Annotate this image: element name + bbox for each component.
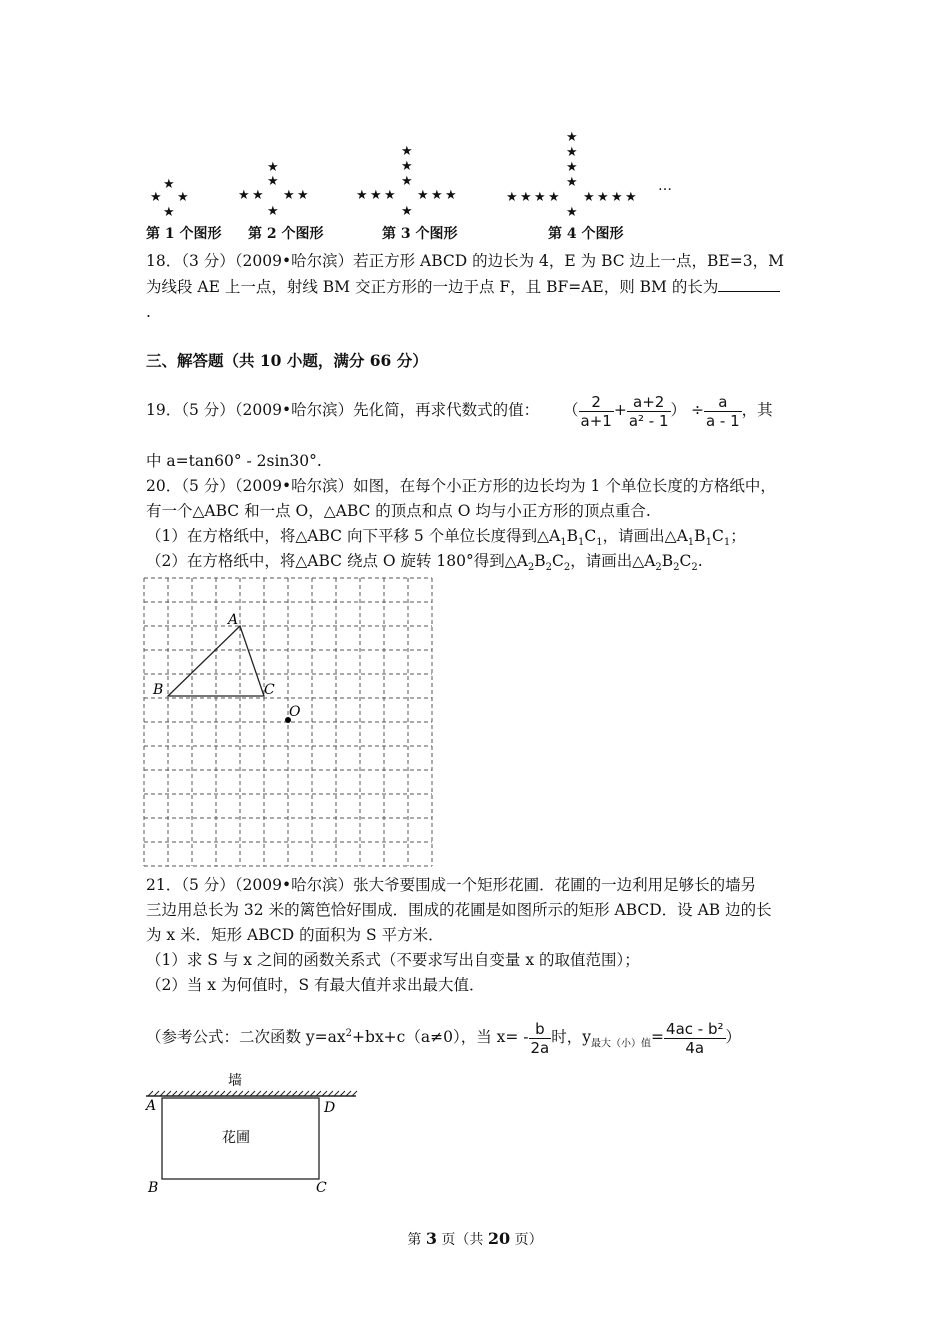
text: B	[566, 527, 579, 545]
garden-label: 花圃	[222, 1130, 250, 1146]
star-icon: ★	[238, 188, 250, 203]
q20-line-1: 20．（5 分）（2009•哈尔滨）如图，在每个小正方形的边长均为 1 个单位长度的方格纸中，	[146, 477, 776, 495]
q20-line-2: 有一个△ABC 和一点 O，△ABC 的顶点和点 O 均与小正方形的顶点重合.	[146, 502, 651, 520]
star-icon: ★	[566, 130, 578, 145]
fraction-denominator: a² - 1	[628, 411, 669, 430]
star-icon: ★	[431, 188, 443, 203]
text: .	[697, 552, 703, 570]
q21-formula	[146, 1010, 741, 1058]
star-icon: ★	[401, 174, 413, 189]
text: ）	[725, 1028, 742, 1047]
fraction-denominator: a+1	[580, 411, 612, 430]
figure-label-2: 第 2 个图形	[248, 226, 324, 242]
text: （1）在方格纸中，将△ABC 向下平移 5 个单位长度得到△A	[146, 527, 561, 545]
q18-line-1: 18．（3 分）（2009•哈尔滨）若正方形 ABCD 的边长为 4，E 为 BC 边上一点，BE=3，M	[146, 252, 784, 270]
figure-label-4: 第 4 个图形	[548, 226, 624, 242]
star-icon: ★	[566, 145, 578, 160]
subscript: 1	[596, 537, 603, 549]
subscript: 1	[705, 537, 712, 549]
q18-line-2	[146, 277, 780, 297]
fraction-denominator: a - 1	[705, 411, 740, 430]
wall-label: 墙	[228, 1073, 242, 1089]
star-icon: ★	[583, 190, 595, 205]
q18-line-3: .	[146, 303, 151, 321]
star-icon: ★	[384, 188, 396, 203]
text: B	[534, 552, 546, 570]
subscript: 1	[723, 537, 731, 549]
fraction-numerator: b	[529, 1020, 552, 1039]
text: （参考公式：二次函数 y=ax	[146, 1028, 346, 1047]
subscript: 2	[563, 562, 571, 574]
label-b: B	[148, 1180, 159, 1196]
q21-line-1: 21．（5 分）（2009•哈尔滨）张大爷要围成一个矩形花圃．花圃的一边利用足够长的墙另	[146, 876, 757, 894]
text: B	[661, 552, 674, 570]
fraction-numerator: 4ac - b²	[666, 1019, 724, 1038]
q19-line-2: 中 a=tan60° - 2sin30°.	[146, 452, 322, 470]
subscript: 1	[560, 537, 567, 549]
star-icon: ★	[597, 190, 609, 205]
text: C	[584, 527, 597, 545]
subscript: 2	[691, 562, 698, 574]
star-icon: ★	[177, 190, 189, 205]
q20-line-3	[146, 526, 746, 553]
star-icon: ★	[163, 205, 175, 220]
star-icon: ★	[401, 204, 413, 219]
q19-fraction-3	[704, 393, 742, 430]
superscript: 2	[345, 1028, 353, 1039]
grid-figure	[140, 574, 440, 870]
label-o: O	[289, 704, 301, 720]
star-icon: ★	[267, 204, 279, 219]
q19-prefix: 19．（5 分）（2009•哈尔滨）先化简，再求代数式的值：	[146, 401, 540, 419]
star-icon: ★	[356, 188, 368, 203]
footer-text: 第	[407, 1232, 426, 1248]
q21-line-2: 三边用总长为 32 米的篱笆恰好围成．围成的花圃是如图所示的矩形 ABCD．设 AB 边的长	[146, 901, 772, 919]
subscript: 1	[578, 537, 585, 549]
star-icon: ★	[401, 144, 413, 159]
subscript: 2	[673, 562, 680, 574]
text: C	[711, 527, 724, 545]
q21-line-5: （2）当 x 为何值时，S 有最大值并求出最大值．	[146, 976, 485, 994]
label-c: C	[316, 1180, 327, 1196]
star-icon: ★	[150, 190, 162, 205]
subscript: 2	[527, 562, 535, 574]
answer-blank	[718, 277, 780, 292]
label-d: D	[324, 1100, 336, 1116]
fraction-numerator: a	[704, 393, 742, 412]
star-icon: ★	[566, 160, 578, 175]
label-b: B	[153, 682, 164, 698]
q19-fraction-1	[579, 393, 614, 430]
q21-line-3: 为 x 米．矩形 ABCD 的面积为 S 平方米．	[146, 926, 444, 944]
subscript: 2	[655, 562, 662, 574]
plus-sign: +	[613, 401, 627, 419]
fraction-numerator: a+2	[627, 393, 671, 412]
text: 时，y	[551, 1028, 592, 1047]
text: C	[679, 552, 692, 570]
star-icon: ★	[370, 188, 382, 203]
star-icon: ★	[625, 190, 637, 205]
text: （2）在方格纸中，将△ABC 绕点 O 旋转 180°得到△A	[146, 552, 528, 570]
division-sign: ÷	[690, 401, 704, 419]
star-icon: ★	[417, 188, 429, 203]
star-icon: ★	[283, 188, 295, 203]
star-icon: ★	[445, 188, 457, 203]
q19-fraction-2	[627, 393, 671, 430]
footer-text: 页）	[510, 1232, 543, 1248]
formula-fraction-y	[664, 1020, 725, 1057]
formula-fraction-b	[529, 1020, 552, 1057]
garden-diagram	[140, 1065, 370, 1200]
text: C	[552, 552, 564, 570]
star-icon: ★	[534, 190, 546, 205]
text: ；	[730, 527, 746, 545]
fraction-numerator: 2	[579, 393, 614, 412]
footer-text: 页（共	[436, 1232, 488, 1248]
text: ，请画出△A	[570, 552, 656, 570]
label-c: C	[264, 682, 275, 698]
label-a: A	[228, 612, 239, 628]
star-icon: ★	[566, 205, 578, 220]
star-icon: ★	[267, 174, 279, 189]
star-icon: ★	[401, 159, 413, 174]
text: +bx+c（a≠0），当 x= -	[352, 1028, 529, 1047]
star-icon: ★	[548, 190, 560, 205]
q19-open-paren: （	[562, 401, 579, 419]
star-icon: ★	[506, 190, 518, 205]
star-icon: ★	[611, 190, 623, 205]
q19-close-paren: ）	[670, 401, 687, 419]
label-a: A	[146, 1098, 157, 1114]
ellipsis: …	[658, 178, 672, 194]
figure-label-1: 第 1 个图形	[146, 226, 222, 242]
fraction-denominator: 4a	[685, 1038, 705, 1057]
text: =	[651, 1028, 665, 1047]
q18-line-2-text: 为线段 AE 上一点，射线 BM 交正方形的一边于点 F，且 BF=AE，则 BM 的长为	[146, 278, 719, 296]
page-footer	[0, 1229, 950, 1249]
q19-line-1	[146, 386, 773, 434]
star-icon: ★	[520, 190, 532, 205]
q21-line-4: （1）求 S 与 x 之间的函数关系式（不要求写出自变量 x 的取值范围）；	[146, 951, 640, 969]
figure-label-3: 第 3 个图形	[382, 226, 458, 242]
star-icon: ★	[297, 188, 309, 203]
text: B	[694, 527, 706, 545]
fraction-denominator: 2a	[530, 1038, 550, 1057]
total-pages: 20	[487, 1229, 511, 1248]
star-icon: ★	[566, 175, 578, 190]
subscript: 2	[545, 562, 553, 574]
subscript: 最大（小）值	[591, 1038, 652, 1050]
star-icon: ★	[267, 160, 279, 175]
star-icon: ★	[252, 188, 264, 203]
text: ，请画出△A	[602, 527, 688, 545]
q19-suffix: ，其	[741, 401, 773, 419]
subscript: 1	[687, 537, 695, 549]
page-number: 3	[425, 1229, 437, 1248]
section-heading: 三、解答题（共 10 小题，满分 66 分）	[146, 351, 428, 370]
star-icon: ★	[163, 177, 175, 192]
